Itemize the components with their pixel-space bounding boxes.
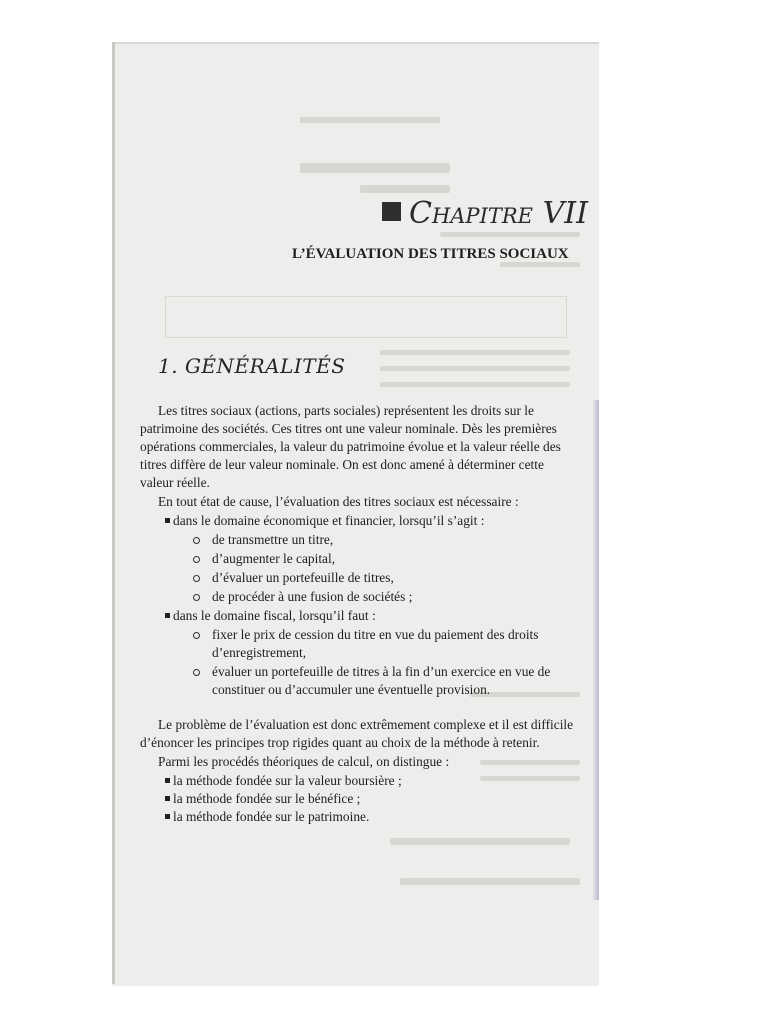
circle-bullet-icon <box>193 669 200 676</box>
show-through <box>480 776 580 781</box>
section-title: 1. GÉNÉRALITÉS <box>158 354 346 378</box>
show-through <box>300 163 450 173</box>
list-item-label: dans le domaine fiscal, lorsqu’il faut : <box>173 608 376 623</box>
list-item <box>165 512 484 530</box>
show-through <box>380 366 570 371</box>
list-item-label: la méthode fondée sur le bénéfice ; <box>173 791 361 806</box>
chapter-title: L’ÉVALUATION DES TITRES SOCIAUX <box>292 246 569 262</box>
intro-line: En tout état de cause, l’évaluation des titres sociaux est nécessaire : <box>158 494 519 509</box>
show-through <box>400 878 580 885</box>
list-item <box>165 772 402 790</box>
chapter-heading <box>382 196 588 231</box>
show-through <box>380 382 570 387</box>
paragraph-line: valeur réelle. <box>140 475 210 490</box>
square-bullet-icon <box>165 613 170 618</box>
circle-bullet-icon <box>193 594 200 601</box>
square-bullet-icon <box>165 814 170 819</box>
show-through <box>380 350 570 355</box>
show-through <box>360 185 450 193</box>
methods-intro: Parmi les procédés théoriques de calcul, on distingue : <box>158 754 450 769</box>
list-item-label: dans le domaine économique et financier, lorsqu’il s’agit : <box>173 513 485 528</box>
paragraph-line: titres diffère de leur valeur nominale. On est donc amené à déterminer cette <box>140 457 544 472</box>
square-bullet-icon <box>382 202 401 221</box>
square-bullet-icon <box>165 778 170 783</box>
sub-list-item-continued: constituer ou d’accumuler une éventuelle provision. <box>212 682 491 697</box>
list-item-label: la méthode fondée sur la valeur boursière ; <box>173 773 402 788</box>
sub-list-item: d’augmenter le capital, <box>212 551 336 566</box>
sub-list-item: de transmettre un titre, <box>212 532 334 547</box>
show-through <box>165 296 567 338</box>
sub-list-item: d’évaluer un portefeuille de titres, <box>212 570 394 585</box>
page-edge-shadow <box>593 400 599 900</box>
page-edge <box>112 42 115 984</box>
show-through <box>440 232 580 237</box>
paragraph-line: Les titres sociaux (actions, parts sociales) représentent les droits sur le <box>158 403 534 418</box>
sub-list-item: évaluer un portefeuille de titres à la fin d’un exercice en vue de <box>212 664 551 679</box>
chapter-numeral: VII <box>542 196 588 231</box>
square-bullet-icon <box>165 796 170 801</box>
square-bullet-icon <box>165 518 170 523</box>
sub-list-item: de procéder à une fusion de sociétés ; <box>212 589 413 604</box>
circle-bullet-icon <box>193 575 200 582</box>
sub-list-item: fixer le prix de cession du titre en vue du paiement des droits <box>212 627 539 642</box>
chapter-prefix: Chapitre <box>409 196 534 231</box>
list-item <box>165 808 369 826</box>
paragraph-line: Le problème de l’évaluation est donc extrêmement complexe et il est difficile <box>158 717 574 732</box>
list-item <box>165 607 376 625</box>
list-item-label: la méthode fondée sur le patrimoine. <box>173 809 370 824</box>
show-through <box>300 117 440 123</box>
circle-bullet-icon <box>193 556 200 563</box>
show-through <box>390 838 570 845</box>
circle-bullet-icon <box>193 537 200 544</box>
paragraph-line: opérations commerciales, la valeur du patrimoine évolue et la valeur réelle des <box>140 439 561 454</box>
paragraph-line: patrimoine des sociétés. Ces titres ont une valeur nominale. Dès les premières <box>140 421 557 436</box>
list-item <box>165 790 360 808</box>
sub-list-item-continued: d’enregistrement, <box>212 645 307 660</box>
circle-bullet-icon <box>193 632 200 639</box>
paragraph-line: d’énoncer les principes trop rigides quant au choix de la méthode à retenir. <box>140 735 540 750</box>
show-through <box>480 760 580 765</box>
